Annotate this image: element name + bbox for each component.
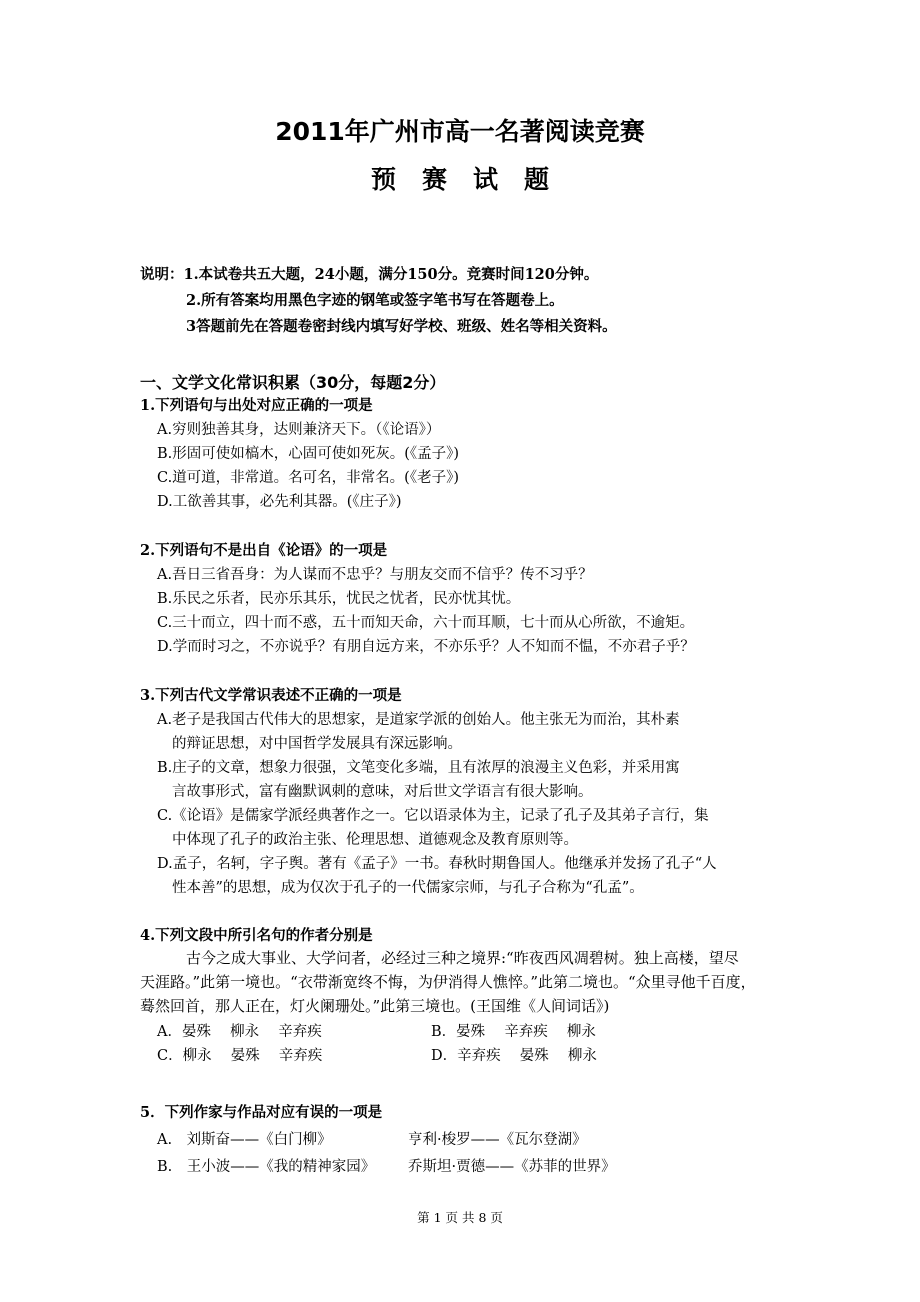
option: B.乐民之乐者，民亦乐其乐，忧民之忧者，民亦忧其忧。 [157,591,521,607]
option: B．晏殊 辛弃疾 柳永 [431,1024,596,1040]
page-number: 第 1 页 共 8 页 [417,1210,503,1225]
option: D.学而时习之，不亦说乎？有朋自远方来，不亦乐乎？人不知而不愠，不亦君子乎？ [157,639,695,655]
option: C.道可道，非常道。名可名，非常名。(《老子》) [157,470,459,486]
option-continuation: 中体现了孔子的政治主张、伦理思想、道德观念及教育原则等。 [172,832,578,848]
question-stem: 3.下列古代文学常识表述不正确的一项是 [140,687,402,704]
passage-line: 蓦然回首，那人正在，灯火阑珊处。”此第三境也。(王国维《人间词话》) [140,997,610,1015]
option: C．柳永 晏殊 辛弃疾 [157,1048,323,1064]
option-continuation: 性本善”的思想，成为仅次于孔子的一代儒家宗师，与孔子合称为“孔孟”。 [172,880,644,896]
option: D.工欲善其事，必先利其器。(《庄子》) [157,494,402,510]
question-stem: 1.下列语句与出处对应正确的一项是 [140,397,373,414]
instruction-line-2: 2.所有答案均用黑色字迹的钢笔或签字笔书写在答题卷上。 [186,292,564,309]
passage-line: 天涯路。”此第一境也。“衣带渐宽终不悔，为伊消得人憔悴。”此第二境也。“众里寻他千百度， [140,973,756,991]
option: A.穷则独善其身，达则兼济天下。（《论语》） [157,422,441,438]
option: 乔斯坦·贾德——《苏菲的世界》 [408,1159,616,1175]
exam-title: 2011年广州市高一名著阅读竞赛 [275,117,645,146]
question-stem: 2.下列语句不是出自《论语》的一项是 [140,542,388,559]
option-continuation: 的辩证思想，对中国哲学发展具有深远影响。 [172,736,462,752]
question-stem: 4.下列文段中所引名句的作者分别是 [140,927,373,944]
passage-line: 古今之成大事业、大学问者，必经过三种之境界:“昨夜西风凋碧树。独上高楼，望尽 [186,949,739,967]
option: B.庄子的文章，想象力很强，文笔变化多端，且有浓厚的浪漫主义色彩，并采用寓 [157,760,680,776]
option: D.孟子，名轲，字子舆。著有《孟子》一书。春秋时期鲁国人。他继承并发扬了孔子“人 [157,856,717,872]
option-continuation: 言故事形式，富有幽默讽刺的意味，对后世文学语言有很大影响。 [172,784,593,800]
option: A.老子是我国古代伟大的思想家，是道家学派的创始人。他主张无为而治，其朴素 [157,712,680,728]
instruction-line-1: 说明：1.本试卷共五大题，24小题，满分150分。竞赛时间120分钟。 [140,266,599,283]
option: B.形固可使如槁木，心固可使如死灰。(《孟子》) [157,446,460,462]
instruction-line-3: 3答题前先在答题卷密封线内填写好学校、班级、姓名等相关资料。 [186,318,617,335]
option: C.《论语》是儒家学派经典著作之一。它以语录体为主，记录了孔子及其弟子言行，集 [157,808,709,824]
option: 亨利·梭罗——《瓦尔登湖》 [408,1132,587,1148]
question-stem: 5．下列作家与作品对应有误的一项是 [140,1104,383,1121]
exam-subtitle: 预赛试题 [370,165,575,194]
option: B. 王小波——《我的精神家园》 [157,1159,376,1175]
option: A．晏殊 柳永 辛弃疾 [157,1024,322,1040]
section-heading: 一、文学文化常识积累（30分，每题2分） [140,373,446,392]
option: A. 刘斯奋——《白门柳》 [157,1132,332,1148]
option: C.三十而立，四十而不惑，五十而知天命，六十而耳顺，七十而从心所欲，不逾矩。 [157,615,695,631]
option: D．辛弃疾 晏殊 柳永 [431,1048,597,1064]
option: A.吾日三省吾身：为人谋而不忠乎？与朋友交而不信乎？传不习乎？ [157,567,593,583]
